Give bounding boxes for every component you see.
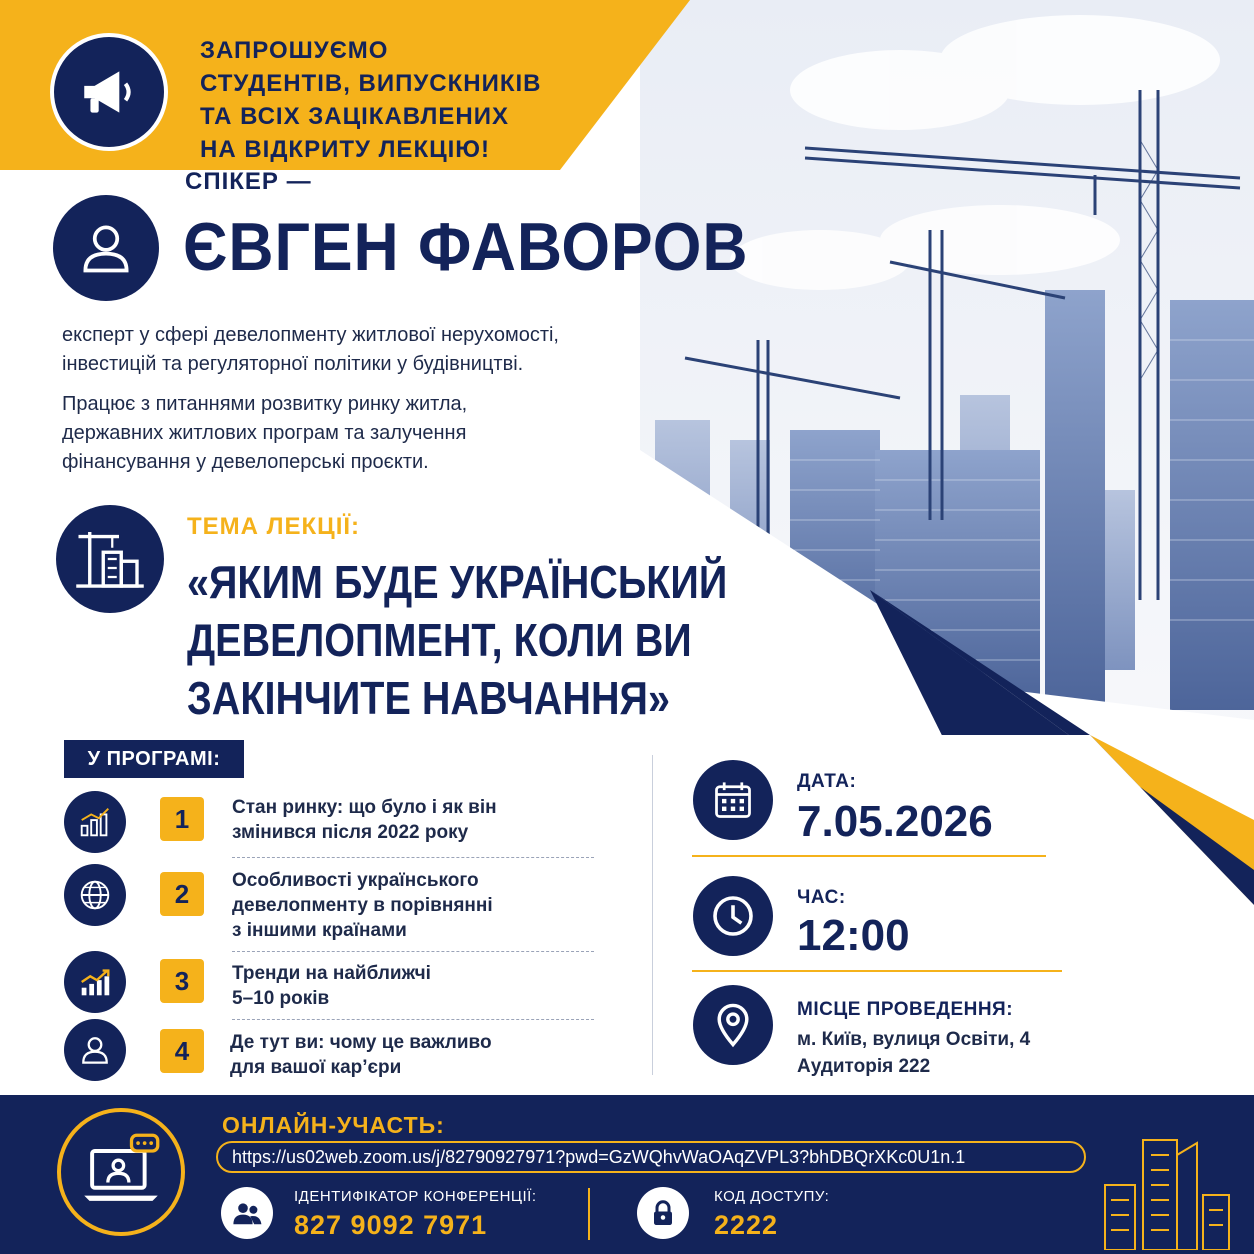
conference-id-badge bbox=[221, 1187, 273, 1239]
program-item-line: змінився після 2022 року bbox=[232, 822, 469, 843]
megaphone-icon bbox=[76, 59, 142, 125]
speaker-bio-2 bbox=[62, 390, 467, 477]
speaker-badge bbox=[53, 195, 159, 301]
time-label: ЧАС: bbox=[797, 887, 846, 908]
footer-divider bbox=[588, 1188, 590, 1240]
program-item-1-badge bbox=[64, 791, 126, 853]
program-item-1-number: 1 bbox=[160, 797, 204, 841]
person-icon bbox=[77, 1032, 113, 1068]
lock-icon bbox=[648, 1198, 678, 1228]
conference-id-label: ІДЕНТИФІКАТОР КОНФЕРЕНЦІЇ: bbox=[294, 1188, 537, 1205]
access-code-label: КОД ДОСТУПУ: bbox=[714, 1188, 830, 1205]
users-icon bbox=[231, 1197, 263, 1229]
program-item-2-text bbox=[232, 868, 493, 943]
topic-label: ТЕМА ЛЕКЦІЇ: bbox=[187, 513, 360, 540]
calendar-icon bbox=[711, 778, 755, 822]
program-item-2-badge bbox=[64, 864, 126, 926]
program-item-3-badge bbox=[64, 951, 126, 1013]
program-item-4-number: 4 bbox=[160, 1029, 204, 1073]
speaker-caption: СПІКЕР — bbox=[185, 168, 312, 195]
speaker-bio-1 bbox=[62, 321, 559, 379]
bio-line: державних житлових програм та залучення bbox=[62, 422, 467, 444]
date-label: ДАТА: bbox=[797, 771, 857, 792]
bio-line: Працює з питаннями розвитку ринку житла, bbox=[62, 393, 468, 415]
bio-line: експерт у сфері девелопменту житлової нерухомості, bbox=[62, 324, 559, 346]
megaphone-badge bbox=[50, 33, 168, 151]
bio-line: інвестицій та регуляторної політики у будівництві. bbox=[62, 353, 524, 375]
invitation-banner bbox=[200, 34, 542, 166]
trend-chart-icon bbox=[76, 963, 114, 1001]
online-badge bbox=[57, 1108, 185, 1236]
program-item-4-badge bbox=[64, 1019, 126, 1081]
time-value: 12:00 bbox=[797, 911, 910, 960]
clock-icon bbox=[709, 892, 757, 940]
online-footer bbox=[0, 1095, 1254, 1254]
program-item-3-text bbox=[232, 961, 431, 1011]
bar-chart-icon bbox=[76, 803, 114, 841]
divider bbox=[232, 951, 594, 952]
invite-line: СТУДЕНТІВ, ВИПУСКНИКІВ bbox=[200, 70, 542, 97]
program-item-4-text bbox=[230, 1030, 492, 1080]
laptop-video-call-icon bbox=[79, 1130, 163, 1214]
city-skyline-icon bbox=[1095, 1125, 1245, 1250]
program-item-line: для вашої кар’єри bbox=[230, 1057, 402, 1078]
program-item-line: Де тут ви: чому це важливо bbox=[230, 1032, 492, 1053]
vertical-divider bbox=[652, 755, 653, 1075]
divider bbox=[692, 855, 1046, 857]
place-line: м. Київ, вулиця Освіти, 4 bbox=[797, 1029, 1031, 1050]
globe-icon bbox=[76, 876, 114, 914]
divider bbox=[692, 970, 1062, 972]
place-line: Аудиторія 222 bbox=[797, 1056, 931, 1077]
conference-id-value: 827 9092 7971 bbox=[294, 1210, 488, 1240]
program-item-1-text bbox=[232, 795, 497, 845]
date-badge bbox=[693, 760, 773, 840]
divider bbox=[232, 1019, 594, 1020]
location-pin-icon bbox=[710, 1002, 756, 1048]
invite-line: ЗАПРОШУЄМО bbox=[200, 37, 389, 64]
program-item-line: Тренди на найближчі bbox=[232, 963, 431, 984]
date-value: 7.05.2026 bbox=[797, 797, 993, 846]
program-item-line: 5–10 років bbox=[232, 988, 330, 1009]
access-code-badge bbox=[637, 1187, 689, 1239]
speaker-name: ЄВГЕН ФАВОРОВ bbox=[183, 209, 749, 285]
program-item-line: з іншими країнами bbox=[232, 920, 407, 941]
time-badge bbox=[693, 876, 773, 956]
program-item-2-number: 2 bbox=[160, 872, 204, 916]
online-label: ОНЛАЙН-УЧАСТЬ: bbox=[222, 1112, 445, 1138]
location-badge bbox=[693, 985, 773, 1065]
topic-line: ДЕВЕЛОПМЕНТ, КОЛИ ВИ bbox=[187, 614, 692, 666]
access-code-value: 2222 bbox=[714, 1210, 779, 1240]
topic-title bbox=[187, 553, 727, 727]
program-item-line: Особливості українського bbox=[232, 870, 479, 891]
program-item-line: Стан ринку: що було і як він bbox=[232, 797, 497, 818]
program-item-3-number: 3 bbox=[160, 959, 204, 1003]
divider bbox=[232, 857, 594, 858]
construction-building-icon bbox=[74, 523, 146, 595]
topic-badge bbox=[56, 505, 164, 613]
program-label: У ПРОГРАМІ: bbox=[64, 740, 244, 778]
invite-line: НА ВІДКРИТУ ЛЕКЦІЮ! bbox=[200, 136, 491, 163]
invite-line: ТА ВСІХ ЗАЦІКАВЛЕНИХ bbox=[200, 103, 509, 130]
bio-line: фінансування у девелоперські проєкти. bbox=[62, 451, 429, 473]
place-label: МІСЦЕ ПРОВЕДЕННЯ: bbox=[797, 999, 1014, 1020]
zoom-link[interactable]: https://us02web.zoom.us/j/82790927971?pwd=GzWQhvWaOAqZVPL3?bhDBQrXKc0U1n.1 bbox=[216, 1141, 1086, 1173]
person-icon bbox=[76, 218, 136, 278]
topic-line: ЗАКІНЧИТЕ НАВЧАННЯ» bbox=[187, 672, 670, 724]
topic-line: «ЯКИМ БУДЕ УКРАЇНСЬКИЙ bbox=[187, 556, 728, 608]
program-item-line: девелопменту в порівнянні bbox=[232, 895, 493, 916]
place-address bbox=[797, 1026, 1030, 1080]
